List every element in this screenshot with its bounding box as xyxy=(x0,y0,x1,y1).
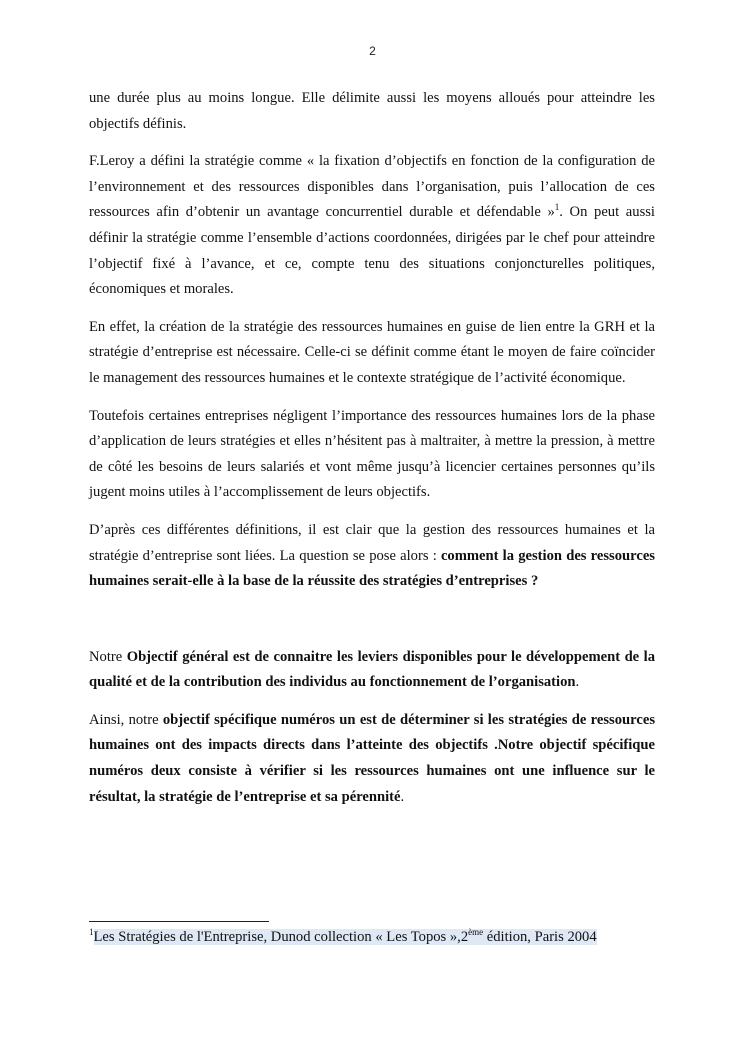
paragraph-5-text: D’après ces différentes définitions, il est clair que la gestion des ressources humaines et la stratégie d’entreprise sont liées. La question se pose alors : xyxy=(89,521,655,564)
paragraph-2-continuation: . On peut aussi définir la stratégie comme l’ensemble d’actions coordonnées, dirigées par le chef pour atteindre l’objectif fixé à l’avance, et ce, compte tenu des situations conjoncturelles politiques, économiques et morales. xyxy=(89,204,655,298)
paragraph-3: En effet, la création de la stratégie des ressources humaines en guise de lien entre la GRH et la stratégie d’entreprise est nécessaire. Celle-ci se définit comme étant le moyen de faire coïncider le management des ressources humaines et le contexte stratégique de l’activité économique. xyxy=(89,318,655,386)
general-objective-lead: Notre xyxy=(89,648,127,665)
specific-objectives-end: . xyxy=(400,788,405,805)
footnote-number: 1 xyxy=(89,927,94,938)
footnote-text-end: édition, Paris 2004 xyxy=(483,929,597,945)
specific-objectives: objectif spécifique numéros un est de déterminer si les stratégies de ressources humaines ont des impacts directs dans l’atteinte des objectifs .Notre objectif spécifique numéros deux consiste à vérifier si les ressources humaines ont une influence sur le résultat, la stratégie de l’entreprise et sa pérennité xyxy=(89,711,655,805)
paragraph-4: Toutefois certaines entreprises négligent l’importance des ressources humaines lors de la phase d’application de leurs stratégies et elles n’hésitent pas à maltraiter, à mettre la pression, à mettre de côté les besoins de leurs salariés et vont même jusqu’à licencier certaines personnes qu’ils jugent moins utiles à l’accomplissement de leurs objectifs. xyxy=(89,407,655,501)
paragraph-2 xyxy=(89,149,655,303)
paragraph-general-objective xyxy=(89,645,655,696)
footnote-reference[interactable]: 1 xyxy=(554,202,560,213)
paragraph-specific-objectives xyxy=(89,708,655,810)
spacer xyxy=(89,607,655,645)
document-body xyxy=(89,86,655,822)
paragraph-2-text: F.Leroy a défini la stratégie comme « la fixation d’objectifs en fonction de la configuration de l’environnement et des ressources disponibles dans l’organisation, puis l’allocation de ces ressources afin d’obtenir un avantage concurrentiel durable et défendable » xyxy=(89,153,655,221)
footnote xyxy=(89,926,597,948)
footnote-separator xyxy=(89,921,269,922)
footnote-text: Les Stratégies de l'Entreprise, Dunod collection « Les Topos »,2 xyxy=(93,929,469,945)
page-number: 2 xyxy=(369,44,376,58)
footnote-citation[interactable] xyxy=(94,929,597,945)
research-question: comment la gestion des ressources humaines serait-elle à la base de la réussite des stratégies d’entreprises ? xyxy=(89,547,655,590)
specific-objectives-lead: Ainsi, notre xyxy=(89,711,163,728)
general-objective-end: . xyxy=(575,674,580,691)
general-objective: Objectif général est de connaitre les leviers disponibles pour le développement de la qualité et de la contribution des individus au fonctionnement de l’organisation xyxy=(89,648,655,691)
footnote-superscript: ème xyxy=(468,927,484,938)
paragraph-1: une durée plus au moins longue. Elle délimite aussi les moyens alloués pour atteindre les objectifs définis. xyxy=(89,90,655,132)
paragraph-5 xyxy=(89,518,655,595)
